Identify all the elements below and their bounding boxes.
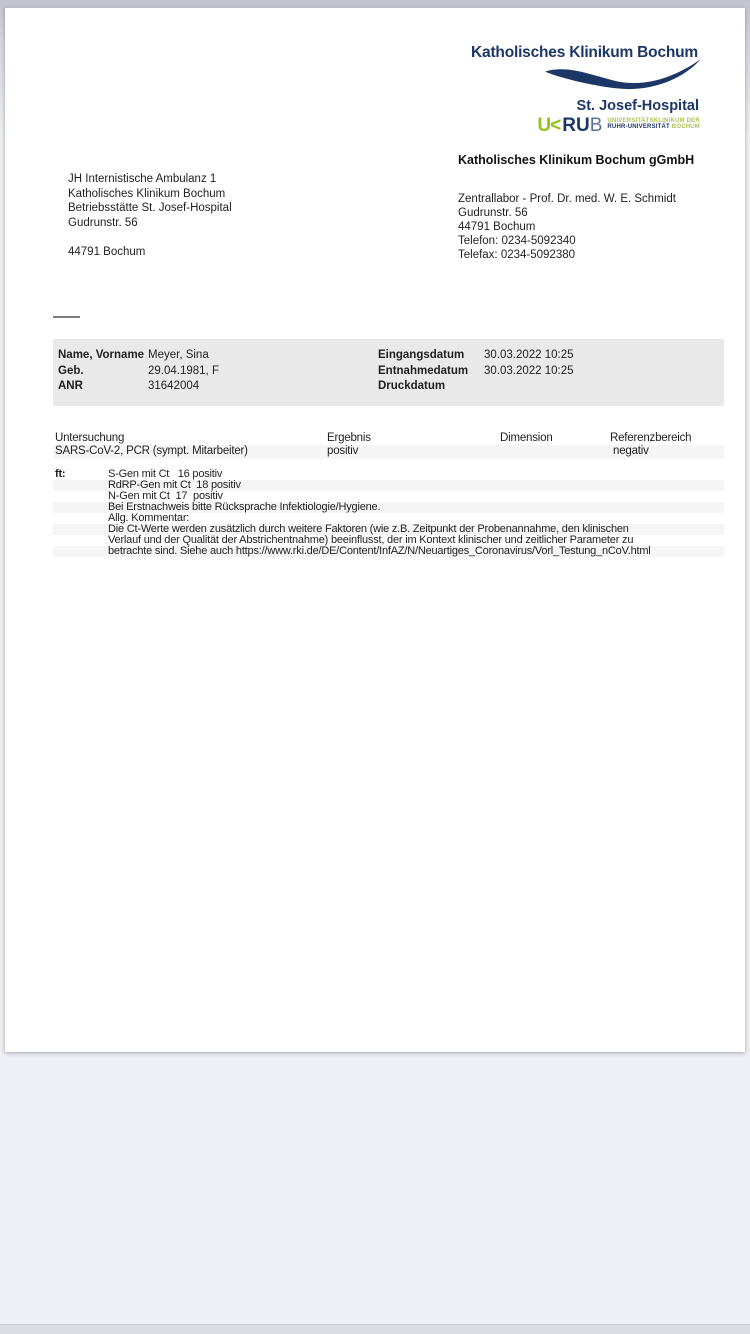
hospital-name-text: St. Josef-Hospital bbox=[576, 98, 699, 114]
birthdate-label: Geb. bbox=[58, 364, 84, 377]
recipient-line: Gudrunstr. 56 bbox=[68, 216, 138, 229]
col-untersuchung: Untersuchung bbox=[55, 432, 125, 444]
university-subtext-line1: UNIVERSITÄTSKLINIKUM DER bbox=[607, 118, 700, 124]
result-referenzbereich: negativ bbox=[613, 445, 649, 457]
results-table-header bbox=[53, 432, 724, 445]
result-ergebnis: positiv bbox=[327, 445, 359, 457]
logo-swoosh-icon bbox=[545, 58, 701, 90]
bottom-edge-bar bbox=[0, 1324, 750, 1334]
entnahmedatum-value: 30.03.2022 10:25 bbox=[484, 364, 574, 377]
clinic-logo-brand-text: Katholisches Klinikum Bochum bbox=[471, 44, 698, 61]
anr-label: ANR bbox=[58, 380, 83, 393]
footnote-line: Die Ct-Werte werden zusätzlich durch weitere Faktoren (wie z.B. Zeitpunkt der Probenannahme, den klinischen bbox=[53, 524, 724, 535]
ukrub-uk-mark: U< bbox=[537, 115, 561, 136]
sender-title: Katholisches Klinikum Bochum gGmbH bbox=[458, 153, 695, 167]
sender-line: Telefax: 0234-5092380 bbox=[458, 249, 576, 261]
sender-address bbox=[458, 192, 676, 262]
ukrub-ru: RU bbox=[562, 115, 590, 136]
patient-name-value: Meyer, Sina bbox=[148, 349, 209, 361]
sender-line: 44791 Bochum bbox=[458, 221, 536, 233]
col-dimension: Dimension bbox=[500, 432, 553, 444]
birthdate-value: 29.04.1981, F bbox=[148, 364, 219, 377]
university-subtext-line2 bbox=[607, 124, 700, 130]
anr-value: 31642004 bbox=[148, 380, 200, 393]
eingangsdatum-label: Eingangsdatum bbox=[378, 349, 465, 361]
patient-info-box bbox=[53, 339, 724, 406]
footnote-line: S-Gen mit Ct 16 positiv bbox=[108, 468, 223, 480]
patient-row bbox=[53, 348, 724, 364]
footnote-line: Verlauf und der Qualität der Abstrichentnahme) beeinflusst, der im Kontext klinischer und zeitlicher Parameter zu bbox=[108, 534, 634, 546]
ukrub-logo bbox=[537, 115, 700, 137]
patient-row bbox=[53, 364, 724, 380]
recipient-address bbox=[68, 172, 232, 260]
result-row bbox=[53, 445, 724, 459]
footnote-line: Allg. Kommentar: bbox=[108, 512, 190, 524]
sender-line: Telefon: 0234-5092340 bbox=[458, 235, 576, 247]
footnote-line: RdRP-Gen mit Ct 18 positiv bbox=[53, 480, 724, 491]
university-city: BOCHUM bbox=[671, 124, 700, 130]
result-untersuchung: SARS-CoV-2, PCR (sympt. Mitarbeiter) bbox=[55, 445, 248, 457]
footnote-line: betrachte sind. Siehe auch https://www.rki.de/DE/Content/InfAZ/N/Neuartiges_Coronavirus/Vorl_Testung_nCoV.html bbox=[53, 546, 724, 557]
sender-line: Zentrallabor - Prof. Dr. med. W. E. Schmidt bbox=[458, 193, 676, 205]
recipient-line: JH Internistische Ambulanz 1 bbox=[68, 173, 217, 185]
col-referenzbereich: Referenzbereich bbox=[610, 432, 692, 444]
eingangsdatum-value: 30.03.2022 10:25 bbox=[484, 349, 574, 361]
patient-name-label: Name, Vorname bbox=[58, 349, 145, 361]
col-ergebnis: Ergebnis bbox=[327, 432, 371, 444]
university-name: RUHR-UNIVERSITÄT bbox=[607, 124, 670, 130]
university-subtext bbox=[607, 118, 700, 130]
separator-dash bbox=[53, 316, 80, 318]
recipient-line: Katholisches Klinikum Bochum bbox=[68, 187, 226, 200]
entnahmedatum-label: Entnahmedatum bbox=[378, 364, 469, 377]
footnote-block bbox=[53, 469, 724, 557]
patient-row bbox=[53, 379, 724, 395]
footnote-line: Bei Erstnachweis bitte Rücksprache Infektiologie/Hygiene. bbox=[53, 502, 724, 513]
ukrub-b: B bbox=[589, 115, 603, 136]
recipient-line: 44791 Bochum bbox=[68, 245, 146, 258]
druckdatum-label: Druckdatum bbox=[378, 380, 446, 393]
recipient-line bbox=[68, 230, 232, 245]
footnote-line: N-Gen mit Ct 17 positiv bbox=[108, 490, 223, 502]
sender-line: Gudrunstr. 56 bbox=[458, 207, 528, 219]
recipient-line: Betriebsstätte St. Josef-Hospital bbox=[68, 202, 232, 215]
lab-report-page bbox=[5, 8, 745, 1052]
footnote-label: ft: bbox=[55, 468, 66, 480]
